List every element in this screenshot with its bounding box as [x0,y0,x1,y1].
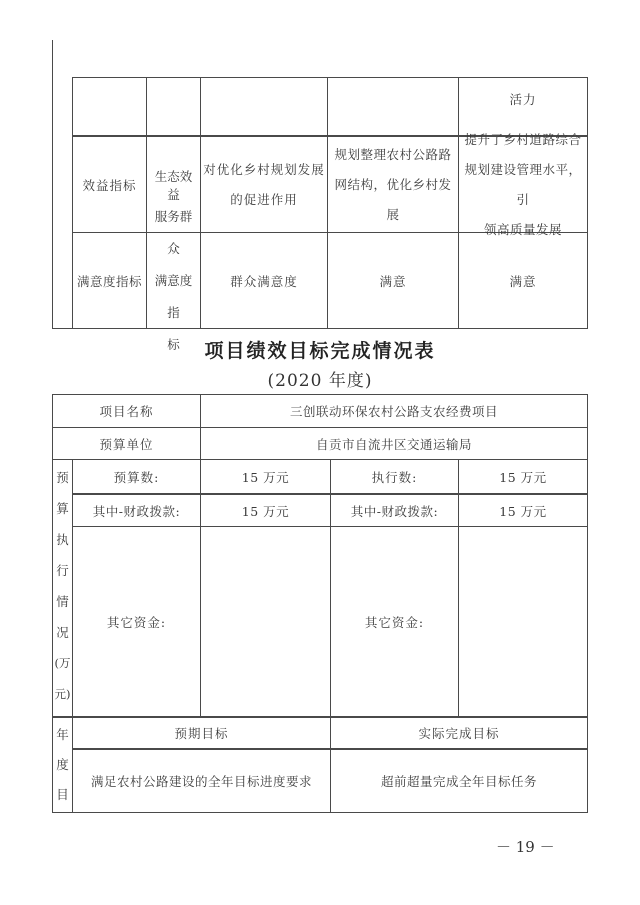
satisfaction-subtype-line: 满意度指 [154,272,193,320]
satisfaction-actual-text: 满意 [509,273,537,289]
satisfaction-name-cell [201,233,327,328]
actual-goal-value-text: 超前超量完成全年目标任务 [380,774,537,789]
outer-left-border [52,40,53,329]
executed-value [459,460,587,493]
satisfaction-subtype-cell [147,208,200,352]
budget-amount-value [201,460,330,493]
budget-unit-label [53,428,200,459]
table1-bottom-border [52,328,588,329]
side-label-char: 行 [56,563,69,578]
other-funds-executed-label [331,527,458,716]
side-label-char: 算 [56,501,69,516]
budget-amount-label-text: 预算数: [113,469,160,485]
side-label-char: 况 [56,625,69,640]
budget-amount-value-text: 15 万元 [241,469,290,485]
table2-bottom-border [52,812,588,813]
fiscal-executed-label-text: 其中-财政拨款: [350,503,439,519]
fiscal-executed-label [331,495,458,526]
other-funds-label-text: 其它资金: [106,614,167,630]
fiscal-allocation-value-text: 15 万元 [241,503,290,519]
actual-goal-header [331,717,587,748]
other-funds-label [73,527,200,716]
project-name-value-text: 三创联动环保农村公路支农经费项目 [289,404,498,419]
satisfaction-name-text: 群众满意度 [230,273,298,289]
expected-goal-value-text: 满足农村公路建设的全年目标进度要求 [90,774,312,789]
executed-label-text: 执行数: [371,469,418,485]
actual-value-line: 提升了乡村道路综合 [464,131,582,147]
executed-label [331,460,458,493]
annual-goal-side-label [53,720,72,810]
target-value-cell [328,137,458,232]
satisfaction-target-text: 满意 [379,273,407,289]
satisfaction-type-text: 满意度指标 [76,273,142,289]
table1-right-border [587,77,588,329]
indicator-name-line: 对优化乡村规划发展 [203,161,325,177]
satisfaction-type-cell [73,233,146,328]
side-label-char: (万 [54,656,71,670]
satisfaction-subtype-line: 服务群众 [154,208,193,256]
indicator-name-cell [201,137,327,232]
satisfaction-actual-cell [459,233,587,328]
actual-goal-header-text: 实际完成目标 [418,725,500,741]
project-name-value [201,395,587,427]
indicator-type-text: 效益指标 [82,177,137,193]
actual-value-cell [459,131,587,237]
page-number: － 19 － [496,838,555,856]
fiscal-executed-value [459,495,587,526]
side-label-char: 预 [56,470,69,485]
page-subtitle: (2020 年度) [267,371,373,391]
side-label-char: 度 [56,757,69,772]
fiscal-allocation-label [73,495,200,526]
target-value-line: 网结构，优化乡村发展 [334,176,452,222]
project-name-label [53,395,200,427]
side-label-char: 元) [54,687,71,701]
actual-value-line: 规划建设管理水平，引 [464,161,582,207]
budget-amount-label [73,460,200,493]
budget-unit-value [201,428,587,459]
actual-goal-value [331,750,587,812]
indicator-subtype-text: 生态效益 [154,168,193,202]
side-label-char: 目 [56,787,69,802]
satisfaction-target-cell [328,233,458,328]
satisfaction-subtype-line: 标 [167,336,180,352]
expected-goal-value [73,750,330,812]
budget-unit-label-text: 预算单位 [99,436,154,452]
fiscal-allocation-value [201,495,330,526]
budget-execution-side-label [53,462,72,710]
indicator-name-line: 的促进作用 [230,191,298,207]
executed-value-text: 15 万元 [499,469,547,485]
target-value-line: 规划整理农村公路路 [334,146,452,162]
expected-goal-header-text: 预期目标 [174,725,229,741]
indicator-type-cell [73,137,146,232]
other-funds-value [201,527,330,716]
other-funds-executed-label-text: 其它资金: [364,614,425,630]
other-funds-executed-value [459,527,587,716]
table2-right-border [587,394,588,813]
fiscal-executed-value-text: 15 万元 [499,503,547,519]
expected-goal-header [73,717,330,748]
fiscal-allocation-label-text: 其中-财政拨款: [92,503,181,519]
budget-unit-value-text: 自贡市自流井区交通运输局 [315,436,472,452]
side-label-char: 执 [56,532,69,547]
side-label-char: 年 [56,727,69,742]
side-label-char: 情 [56,594,69,609]
page-title: 项目绩效目标完成情况表 [204,340,436,362]
actual-value-line: 领高质量发展 [483,221,562,237]
row1-col5-text: 活力 [509,92,537,107]
project-name-label-text: 项目名称 [99,404,154,419]
